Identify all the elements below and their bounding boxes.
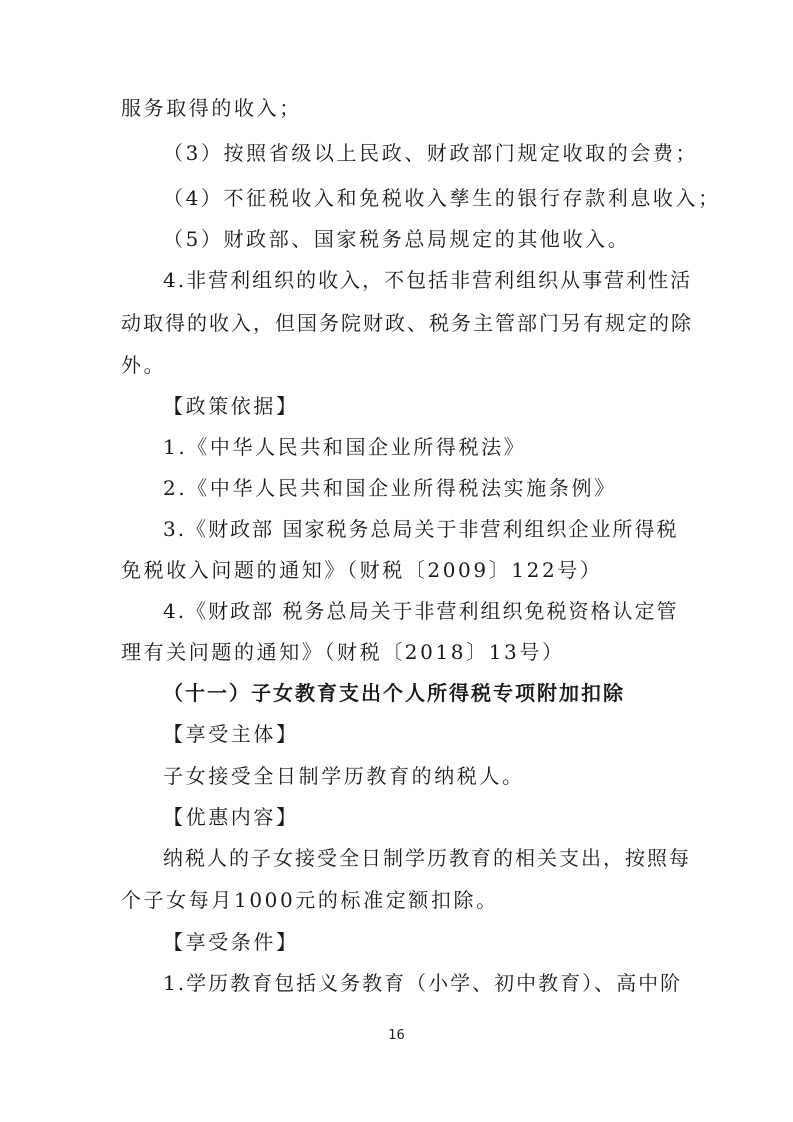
text-line-item-5: （5）财政部、国家税务总局规定的其他收入。 (163, 227, 631, 251)
text-line-point-4-end: 外。 (121, 353, 167, 377)
text-condition-1: 1.学历教育包括义务教育（小学、初中教育）、高中阶 (163, 971, 683, 995)
text-benefit: 纳税人的子女接受全日制学历教育的相关支出，按照每 (163, 846, 691, 870)
section-heading-11: （十一）子女教育支出个人所得税专项附加扣除 (163, 681, 625, 705)
section-label-policy-basis: 【政策依据】 (163, 394, 299, 418)
text-line-point-4-cont: 动取得的收入，但国务院财政、税务主管部门另有规定的除 (121, 311, 693, 335)
section-label-beneficiary: 【享受主体】 (163, 722, 299, 746)
text-benefit-cont: 个子女每月1000元的标准定额扣除。 (121, 888, 499, 912)
text-line-continuation: 服务取得的收入； (121, 96, 302, 120)
policy-item-1: 1.《中华人民共和国企业所得税法》 (163, 435, 527, 459)
page-number: 16 (388, 1028, 405, 1043)
text-line-item-4: （4）不征税收入和免税收入孳生的银行存款利息收入； (163, 186, 721, 210)
policy-item-4: 4.《财政部 税务总局关于非营利组织免税资格认定管 (163, 599, 679, 623)
section-label-benefit: 【优惠内容】 (163, 805, 299, 829)
policy-item-3-cont: 免税收入问题的通知》（财税〔2009〕122号） (121, 558, 603, 582)
policy-item-4-cont: 理有关问题的通知》（财税〔2018〕13号） (121, 640, 565, 664)
text-beneficiary: 子女接受全日制学历教育的纳税人。 (163, 764, 525, 788)
policy-item-3: 3.《财政部 国家税务总局关于非营利组织企业所得税 (163, 517, 679, 541)
text-line-item-3: （3）按照省级以上民政、财政部门规定收取的会费； (163, 141, 699, 165)
section-label-conditions: 【享受条件】 (163, 930, 299, 954)
text-line-point-4: 4.非营利组织的收入，不包括非营利组织从事营利性活 (163, 268, 693, 292)
policy-item-2: 2.《中华人民共和国企业所得税法实施条例》 (163, 476, 617, 500)
